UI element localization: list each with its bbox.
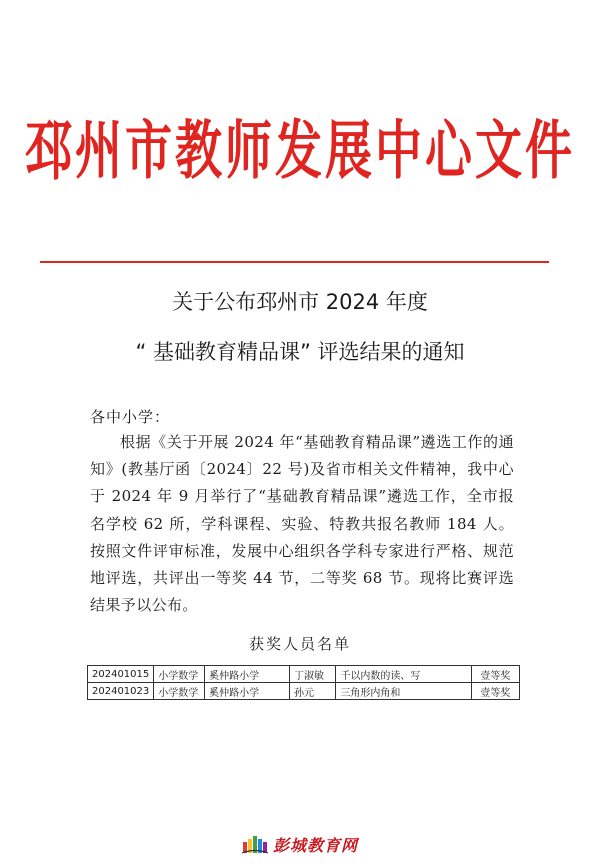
award-topic: 三角形内角和 [336,683,471,700]
table-row [88,683,520,700]
award-school: 奚仲路小学 [205,683,290,700]
award-school: 奚仲路小学 [205,666,290,683]
award-topic: 千以内数的读、写 [336,666,471,683]
header-divider [40,261,549,263]
award-list-title: 获奖人员名单 [248,635,351,653]
award-id: 202401023 [88,683,154,700]
award-id: 202401015 [88,666,154,683]
award-subject: 小学数学 [154,666,205,683]
award-table [87,665,520,700]
footer-logo-text: 彭城教育网 [273,835,359,855]
footer-logo[interactable] [241,832,358,856]
table-row [88,666,520,683]
document-title-line-1: 关于公布邳州市 2024 年度 [172,290,428,314]
award-prize: 壹等奖 [471,683,519,700]
open-book-icon [241,833,269,855]
award-teacher: 丁淑敏 [290,666,336,683]
document-title-line-2: “ 基础教育精品课” 评选结果的通知 [135,340,465,364]
salutation: 各中小学： [90,408,171,426]
document-header-title: 邳州市教师发展中心文件 [25,114,575,189]
award-prize: 壹等奖 [471,666,519,683]
award-subject: 小学数学 [154,683,205,700]
award-teacher: 孙元 [290,683,336,700]
body-paragraph: 根据《关于开展 2024 年“基础教育精品课”遴选工作的通知》(教基厅函〔2024〕22 号)及省市相关文件精神，我中心于 2024 年 9 月举行了“基础教育精品课”遴选工作，全市报名学校 62 所，学科课程、实验、特教共报名教师 184 人。按照文件评审标准，发展中心组织各学科专家进行严格、规范地评选，共评出一等奖 44 节，二等奖 68 节。现将比赛评选结果予以公布。 [90,433,514,615]
